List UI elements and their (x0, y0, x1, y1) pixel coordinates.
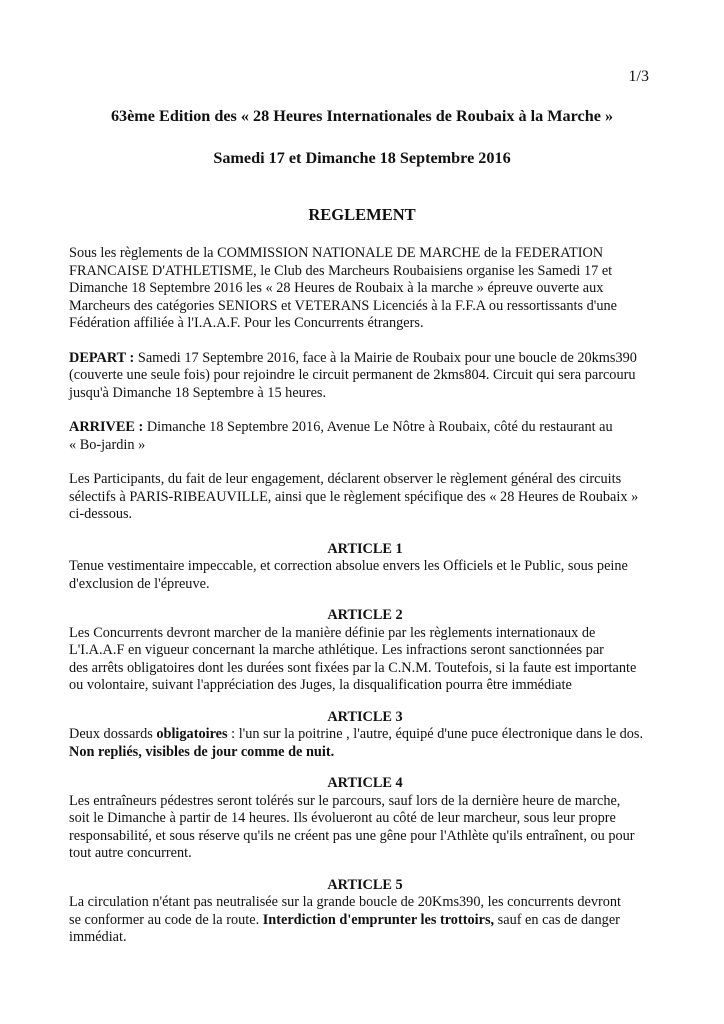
article-2 (69, 607, 661, 695)
article-3 (69, 709, 661, 762)
depart-paragraph (69, 350, 661, 403)
text-line: Marcheurs des catégories SENIORS et VETERANS Licenciés à la F.F.A ou ressortissants d'une (69, 297, 617, 314)
text-line: tout autre concurrent. (69, 845, 192, 861)
article-1 (69, 541, 661, 594)
article-5 (69, 877, 661, 947)
text-line: d'exclusion de l'épreuve. (69, 575, 210, 592)
text-line (69, 744, 661, 762)
text-line: « Bo-jardin » (69, 436, 146, 453)
text-line: Dimanche 18 Septembre 2016 les « 28 Heures de Roubaix à la marche » épreuve ouverte aux (69, 280, 604, 296)
emphasis-trottoirs: Interdiction d'emprunter les trottoirs, (262, 911, 495, 928)
reglement-heading: REGLEMENT (308, 205, 416, 224)
text-line (69, 419, 661, 437)
text-span: sauf en cas de danger (494, 911, 620, 928)
arrivee-text: Dimanche 18 Septembre 2016, Avenue Le Nôtre à Roubaix, côté du restaurant au (143, 419, 613, 435)
article-heading: ARTICLE 2 (327, 607, 403, 623)
article-4 (69, 775, 661, 863)
depart-label: DEPART : (69, 349, 135, 366)
text-line: Tenue vestimentaire impeccable, et correction absolue envers les Officiels et le Public, sous peine (69, 558, 628, 574)
emphasis-non-replies: Non repliés, visibles de jour comme de nuit. (69, 743, 335, 760)
text-line: des arrêts obligatoires dont les durées sont fixées par la C.N.M. Toutefois, si la faute est importante (69, 659, 637, 676)
text-span: se conformer au code de la route. (69, 911, 263, 928)
participants-paragraph (69, 471, 661, 524)
text-line: immédiat. (69, 929, 127, 945)
text-line: La circulation n'étant pas neutralisée sur la grande boucle de 20Kms390, les concurrents devront (69, 894, 622, 910)
page-number: 1/3 (628, 68, 649, 85)
text-span: : l'un sur la poitrine , l'autre, équipé d'une puce électronique dans le dos. (227, 726, 644, 742)
text-line: L'I.A.A.F en vigueur concernant la marche athlétique. Les infractions seront sanctionnées par (69, 642, 604, 658)
document-body (69, 245, 661, 961)
text-line: (couverte une seule fois) pour rejoindre le circuit permanent de 2kms804. Circuit qui sera parcouru (69, 367, 636, 383)
text-line (69, 726, 661, 744)
text-line: Fédération affiliée à l'I.A.A.F. Pour les Concurrents étrangers. (69, 315, 424, 331)
intro-paragraph (69, 245, 661, 333)
text-line: soit le Dimanche à partir de 14 heures. Ils évolueront au côté de leur marcheur, sous leur propre (69, 810, 616, 826)
document-subtitle: Samedi 17 et Dimanche 18 Septembre 2016 (213, 149, 511, 167)
text-line: FRANCAISE D'ATHLETISME, le Club des Marcheurs Roubaisiens organise les Samedi 17 et (69, 262, 613, 279)
text-line: ci-dessous. (69, 506, 133, 522)
text-line: Les Concurrents devront marcher de la manière définie par les règlements internationaux de (69, 624, 596, 641)
article-heading: ARTICLE 1 (327, 540, 403, 557)
article-heading: ARTICLE 4 (327, 775, 403, 791)
document-title: 63ème Edition des « 28 Heures Internationales de Roubaix à la Marche » (110, 107, 614, 125)
depart-text: Samedi 17 Septembre 2016, face à la Mairie de Roubaix pour une boucle de 20kms390 (134, 349, 637, 366)
text-line: Sous les règlements de la COMMISSION NATIONALE DE MARCHE de la FEDERATION (69, 245, 604, 261)
article-heading: ARTICLE 5 (327, 876, 403, 893)
text-line: Les Participants, du fait de leur engagement, déclarent observer le règlement général des circuits (69, 471, 622, 487)
text-line (69, 912, 661, 930)
text-line: sélectifs à PARIS-RIBEAUVILLE, ainsi que le règlement spécifique des « 28 Heures de Roubaix » (69, 488, 639, 505)
text-line: responsabilité, et sous réserve qu'ils ne créent pas une gêne pour l'Athlète qu'ils entraînent, ou pour (69, 827, 635, 844)
arrivee-label: ARRIVEE : (69, 419, 144, 435)
text-line: ou volontaire, suivant l'appréciation des Juges, la disqualification pourra être immédiate (69, 677, 572, 693)
text-line: jusqu'à Dimanche 18 Septembre à 15 heures. (69, 384, 327, 401)
article-heading: ARTICLE 3 (327, 708, 403, 725)
emphasis-obligatoires: obligatoires (156, 726, 228, 742)
arrivee-paragraph (69, 419, 661, 454)
text-line: Les entraîneurs pédestres seront tolérés sur le parcours, sauf lors de la dernière heure de marche, (69, 792, 621, 809)
text-line (69, 350, 661, 368)
text-span: Deux dossards (69, 726, 157, 742)
